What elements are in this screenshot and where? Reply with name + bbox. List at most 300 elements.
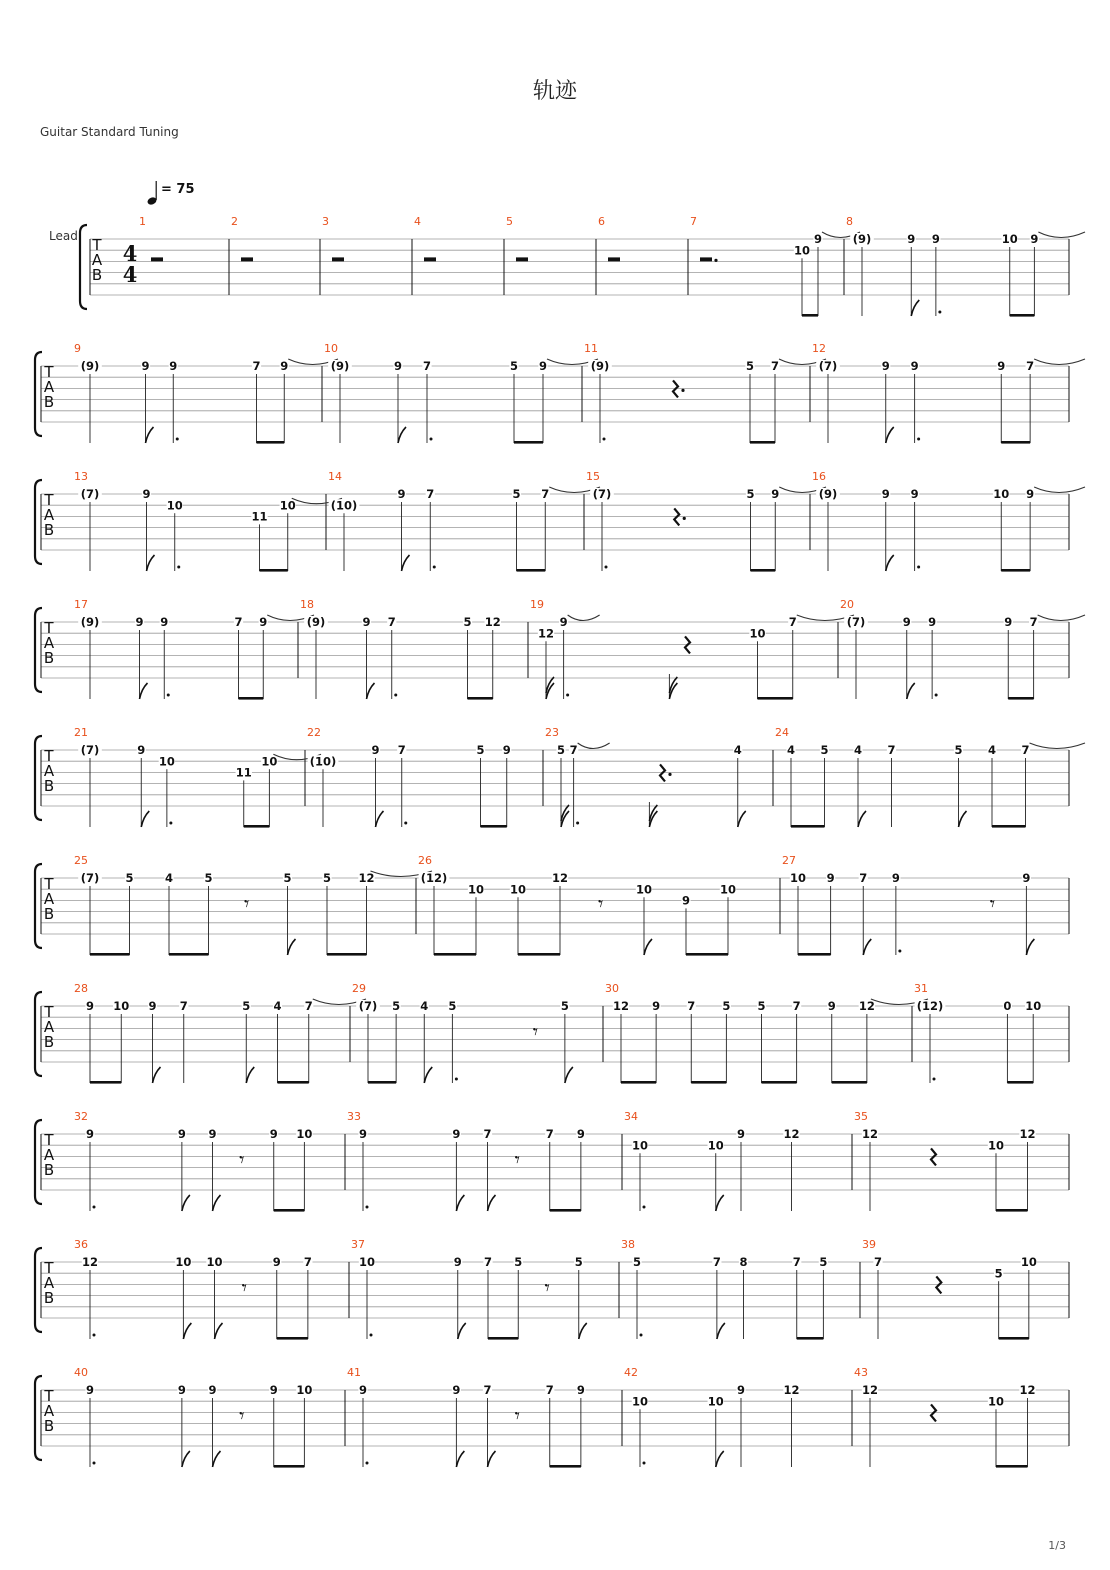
fret-number: 7 xyxy=(770,359,780,374)
fret-number: 9 xyxy=(1004,615,1013,630)
eighth-flag xyxy=(458,1323,466,1339)
fret-number: 10 xyxy=(166,498,183,513)
eighth-flag xyxy=(182,1195,190,1211)
fret-number: 9 xyxy=(910,359,919,374)
beam xyxy=(518,953,560,956)
measure-number: 32 xyxy=(74,1110,88,1123)
duration-dot xyxy=(167,694,170,697)
fret-number: 9 xyxy=(538,359,548,374)
fret-number: 9 xyxy=(902,615,911,630)
beam xyxy=(791,825,825,828)
tie-arc xyxy=(1038,615,1085,621)
fret-number: 10 xyxy=(261,754,278,769)
beam xyxy=(1008,697,1033,700)
fret-number: (7) xyxy=(80,871,100,886)
measure-number: 40 xyxy=(74,1366,88,1379)
beam xyxy=(758,697,793,700)
tab-system xyxy=(35,1238,1069,1340)
duration-dot xyxy=(603,438,606,441)
beam xyxy=(621,1081,656,1084)
beam xyxy=(257,441,285,444)
fret-number: 5 xyxy=(476,743,485,758)
fret-number: 5 xyxy=(757,999,766,1014)
fret-number: 4 xyxy=(733,743,742,758)
measure-number: 10 xyxy=(324,342,338,355)
fret-number: 5 xyxy=(204,871,213,886)
duration-dot xyxy=(938,311,941,314)
duration-dot xyxy=(643,1462,646,1465)
tab-clef-b: B xyxy=(43,393,55,411)
tab-clef-t: T xyxy=(44,1003,54,1021)
duration-dot xyxy=(917,566,920,569)
fret-number: (12) xyxy=(420,871,448,886)
eighth-flag xyxy=(140,683,148,699)
measure-number: 33 xyxy=(347,1110,361,1123)
fret-number: 9 xyxy=(928,615,937,630)
measure-number: 16 xyxy=(812,470,826,483)
fret-number: 7 xyxy=(1029,615,1038,630)
rest-dot xyxy=(681,389,684,392)
beam xyxy=(169,953,209,956)
fret-number: 4 xyxy=(853,743,863,758)
duration-dot xyxy=(935,694,938,697)
fret-number: 12 xyxy=(537,626,555,641)
quarter-rest-icon xyxy=(936,1276,941,1293)
tab-system xyxy=(35,854,1069,956)
measure-number: 3 xyxy=(322,215,329,228)
tab-clef-b: B xyxy=(43,1161,55,1179)
tempo-marking xyxy=(146,181,194,206)
page-number: 1/3 xyxy=(1048,1539,1066,1552)
tab-clef-a: A xyxy=(43,762,55,780)
fret-number: 4 xyxy=(164,871,174,886)
tab-clef-a: A xyxy=(43,634,55,652)
tie-arc xyxy=(1034,359,1085,365)
duration-dot xyxy=(430,438,433,441)
half-rest-icon xyxy=(332,257,344,261)
fret-number: 9 xyxy=(997,359,1006,374)
fret-number: 5 xyxy=(509,359,519,374)
fret-number: 9 xyxy=(559,615,568,630)
fret-number: 9 xyxy=(393,359,403,374)
fret-number: 7 xyxy=(541,487,550,502)
quarter-rest-icon xyxy=(685,636,690,653)
fret-number: 10 xyxy=(175,1255,192,1270)
fret-number: 12 xyxy=(1019,1127,1036,1142)
tab-clef-t: T xyxy=(44,491,54,509)
eighth-flag xyxy=(644,939,652,955)
duration-dot xyxy=(394,694,397,697)
fret-number: 9 xyxy=(452,1127,461,1142)
fret-number: 9 xyxy=(177,1127,186,1142)
half-rest-icon xyxy=(700,257,712,261)
tie-arc xyxy=(568,615,600,621)
eighth-flag xyxy=(858,811,866,827)
measure-number: 27 xyxy=(782,854,796,867)
beam xyxy=(90,953,130,956)
tab-clef-a: A xyxy=(43,1018,55,1036)
measure-number: 23 xyxy=(545,726,559,739)
fret-number: 7 xyxy=(873,1255,883,1270)
measure-number: 41 xyxy=(347,1366,361,1379)
tab-clef-b: B xyxy=(43,521,55,539)
fret-number: 10 xyxy=(296,1383,313,1398)
duration-dot xyxy=(177,566,180,569)
fret-number: 9 xyxy=(910,487,919,502)
fret-number: 9 xyxy=(160,615,169,630)
duration-dot xyxy=(917,438,920,441)
score-title: 轨迹 xyxy=(532,79,577,104)
half-rest-icon xyxy=(241,257,253,261)
fret-number: 7 xyxy=(545,1383,554,1398)
fret-number: (9) xyxy=(306,615,326,630)
fret-number: 9 xyxy=(135,615,144,630)
fret-number: 7 xyxy=(1021,743,1030,758)
eighth-flag xyxy=(213,1195,221,1211)
fret-number: 9 xyxy=(681,893,691,908)
eighth-flag xyxy=(863,939,871,955)
fret-number: 10 xyxy=(987,1138,1005,1153)
fret-number: 4 xyxy=(273,999,282,1014)
measure-number: 39 xyxy=(862,1238,876,1251)
tempo-text: = 75 xyxy=(161,182,195,197)
fret-number: 10 xyxy=(1020,1255,1037,1270)
fret-number: 7 xyxy=(859,871,868,886)
fret-number: 9 xyxy=(177,1383,186,1398)
half-rest-icon xyxy=(424,257,436,261)
measure-number: 28 xyxy=(74,982,88,995)
eighth-flag xyxy=(153,1067,161,1083)
measure-number: 42 xyxy=(624,1366,638,1379)
staff-bracket xyxy=(80,225,87,309)
fret-number: 5 xyxy=(512,487,521,502)
eighth-flag xyxy=(1026,939,1034,955)
eighth-flag xyxy=(213,1451,221,1467)
fret-number: 10 xyxy=(206,1255,223,1270)
fret-number: 9 xyxy=(208,1127,217,1142)
tab-clef-a: A xyxy=(43,1274,55,1292)
fret-number: 9 xyxy=(931,232,940,247)
eighth-flag xyxy=(716,1195,724,1211)
fret-number: (7) xyxy=(846,615,866,630)
tab-system xyxy=(35,1366,1069,1468)
measure-number: 25 xyxy=(74,854,88,867)
duration-dot xyxy=(576,822,579,825)
tab-clef-b: B xyxy=(43,1417,55,1435)
fret-number: 5 xyxy=(125,871,134,886)
measure-number: 31 xyxy=(914,982,928,995)
fret-number: 9 xyxy=(1022,871,1031,886)
fret-number: (7) xyxy=(818,359,838,374)
beam xyxy=(992,825,1026,828)
instrument-name: Lead xyxy=(49,229,78,243)
beam xyxy=(1001,569,1030,572)
fret-number: (7) xyxy=(80,487,100,502)
fret-number: 10 xyxy=(279,498,296,513)
fret-number: 5 xyxy=(560,999,569,1014)
fret-number: 7 xyxy=(483,1383,492,1398)
tie-arc xyxy=(1038,232,1085,238)
fret-number: 10 xyxy=(158,754,175,769)
fret-number: 10 xyxy=(1001,232,1018,247)
eighth-flag xyxy=(886,427,894,443)
fret-number: 9 xyxy=(881,487,890,502)
measure-number: 11 xyxy=(584,342,598,355)
fret-number: 5 xyxy=(722,999,731,1014)
eighth-flag xyxy=(288,939,296,955)
measure-number: 38 xyxy=(621,1238,635,1251)
fret-number: 12 xyxy=(783,1383,800,1398)
eighth-rest-icon: 𝄾 xyxy=(989,891,996,916)
tab-clef-t: T xyxy=(44,363,54,381)
rest-dot xyxy=(714,259,717,262)
fret-number: 9 xyxy=(502,743,511,758)
duration-dot xyxy=(93,1206,96,1209)
fret-number: 9 xyxy=(736,1127,746,1142)
measure-number: 18 xyxy=(300,598,314,611)
fret-number: 10 xyxy=(1025,999,1042,1014)
fret-number: 5 xyxy=(242,999,251,1014)
tab-clef-b: B xyxy=(43,1033,55,1051)
fret-number: 10 xyxy=(113,999,130,1014)
duration-dot xyxy=(370,1334,373,1337)
beam xyxy=(1007,1081,1033,1084)
fret-number: 5 xyxy=(632,1255,642,1270)
fret-number: 9 xyxy=(259,615,268,630)
fret-number: 5 xyxy=(820,743,829,758)
duration-dot xyxy=(898,950,901,953)
beam xyxy=(832,1081,867,1084)
beam xyxy=(278,1081,309,1084)
measure-number: 9 xyxy=(74,342,81,355)
fret-number: 4 xyxy=(786,743,796,758)
quarter-rest-icon xyxy=(673,380,678,397)
duration-dot xyxy=(169,822,172,825)
eighth-flag xyxy=(456,1451,464,1467)
tab-clef-t: T xyxy=(44,875,54,893)
measure-number: 20 xyxy=(840,598,854,611)
fret-number: 9 xyxy=(362,615,371,630)
measure-number: 17 xyxy=(74,598,88,611)
eighth-flag xyxy=(738,811,746,827)
tab-clef-b: B xyxy=(43,777,55,795)
fret-number: 9 xyxy=(280,359,289,374)
tuning-label: Guitar Standard Tuning xyxy=(40,125,179,139)
duration-dot xyxy=(455,1078,458,1081)
measure-number: 2 xyxy=(231,215,238,228)
measure-number: 24 xyxy=(775,726,789,739)
eighth-flag xyxy=(959,811,967,827)
tie-arc xyxy=(1034,487,1085,493)
fret-number: 5 xyxy=(954,743,963,758)
quarter-rest-icon xyxy=(931,1148,936,1165)
fret-number: 9 xyxy=(576,1127,585,1142)
eighth-flag xyxy=(147,555,155,571)
fret-number: (10) xyxy=(330,498,358,513)
fret-number: 12 xyxy=(484,615,501,630)
duration-dot xyxy=(605,566,608,569)
fret-number: (7) xyxy=(592,487,612,502)
fret-number: 9 xyxy=(827,999,836,1014)
measure-number: 29 xyxy=(352,982,366,995)
fret-number: 5 xyxy=(574,1255,583,1270)
beam xyxy=(691,1081,726,1084)
fret-number: 7 xyxy=(545,1127,554,1142)
eighth-rest-icon: 𝄾 xyxy=(239,1403,245,1428)
beam xyxy=(274,1465,305,1468)
half-rest-icon xyxy=(151,257,163,261)
fret-number: 9 xyxy=(1030,232,1039,247)
fret-number: 9 xyxy=(141,359,150,374)
measure-number: 12 xyxy=(812,342,826,355)
fret-number: 10 xyxy=(993,487,1010,502)
beam xyxy=(996,1465,1028,1468)
eighth-flag xyxy=(215,1323,223,1339)
fret-number: (10) xyxy=(309,754,337,769)
tie-arc xyxy=(1030,743,1086,749)
beam xyxy=(1001,441,1030,444)
measure-number: 8 xyxy=(846,215,853,228)
tab-clef-a: A xyxy=(43,506,55,524)
duration-dot xyxy=(933,1078,936,1081)
fret-number: 9 xyxy=(881,359,890,374)
fret-number: 9 xyxy=(85,999,95,1014)
half-rest-icon xyxy=(516,257,528,261)
fret-number: 10 xyxy=(793,243,811,258)
eighth-flag xyxy=(716,1451,724,1467)
beam xyxy=(750,441,775,444)
fret-number: 11 xyxy=(235,765,252,780)
fret-number: 7 xyxy=(252,359,261,374)
fret-number: 9 xyxy=(652,999,661,1014)
fret-number: 8 xyxy=(739,1255,748,1270)
fret-number: 12 xyxy=(1019,1383,1036,1398)
fret-number: 10 xyxy=(719,882,737,897)
tab-clef-b: B xyxy=(43,905,55,923)
measure-number: 1 xyxy=(139,215,146,228)
fret-number: 9 xyxy=(137,743,146,758)
beam xyxy=(239,697,264,700)
fret-number: 12 xyxy=(612,999,630,1014)
tab-clef-a: A xyxy=(91,251,103,269)
beam xyxy=(550,1465,581,1468)
beam xyxy=(90,1081,121,1084)
fret-number: 9 xyxy=(272,1255,281,1270)
measure-number: 22 xyxy=(307,726,321,739)
eighth-flag xyxy=(183,1323,191,1339)
fret-number: 7 xyxy=(397,743,406,758)
measure-number: 35 xyxy=(854,1110,868,1123)
fret-number: 10 xyxy=(631,1394,649,1409)
beam xyxy=(1010,314,1035,317)
fret-number: 9 xyxy=(397,487,406,502)
fret-number: 7 xyxy=(887,743,896,758)
tab-clef-a: A xyxy=(43,378,55,396)
beam xyxy=(368,1081,396,1084)
tab-clef-b: B xyxy=(91,266,103,284)
tab-clef-b: B xyxy=(43,649,55,667)
duration-dot xyxy=(404,822,407,825)
fret-number: 7 xyxy=(426,487,435,502)
fret-number: 7 xyxy=(483,1127,492,1142)
fret-number: 9 xyxy=(85,1383,95,1398)
fret-number: 5 xyxy=(514,1255,523,1270)
fret-number: 9 xyxy=(142,487,151,502)
tab-clef-b: B xyxy=(43,1289,55,1307)
eighth-rest-icon: 𝄾 xyxy=(514,1403,520,1428)
duration-dot xyxy=(176,438,179,441)
fret-number: 0 xyxy=(1003,999,1012,1014)
rest-dot xyxy=(668,773,671,776)
fret-number: 9 xyxy=(826,871,835,886)
fret-number: 5 xyxy=(746,487,755,502)
beam xyxy=(488,1337,518,1340)
fret-number: 12 xyxy=(358,871,375,886)
fret-number: (9) xyxy=(330,359,350,374)
fret-number: 7 xyxy=(387,615,396,630)
measure-number: 36 xyxy=(74,1238,88,1251)
eighth-flag xyxy=(367,683,375,699)
beam xyxy=(517,569,546,572)
fret-number: 9 xyxy=(85,1127,95,1142)
fret-number: 12 xyxy=(783,1127,800,1142)
fret-number: 7 xyxy=(792,999,801,1014)
fret-number: 10 xyxy=(631,1138,649,1153)
measure-number: 30 xyxy=(605,982,619,995)
fret-number: 9 xyxy=(453,1255,462,1270)
fret-number: 10 xyxy=(358,1255,376,1270)
duration-dot xyxy=(433,566,436,569)
duration-dot xyxy=(366,1206,369,1209)
fret-number: 12 xyxy=(861,1127,879,1142)
tab-system xyxy=(35,598,1085,700)
eighth-rest-icon: 𝄾 xyxy=(532,1019,539,1044)
measure-number: 14 xyxy=(328,470,342,483)
tab-system xyxy=(35,342,1085,444)
fret-number: (7) xyxy=(358,999,378,1014)
rest-dot xyxy=(683,517,686,520)
fret-number: 7 xyxy=(569,743,578,758)
tab-clef-a: A xyxy=(43,890,55,908)
fret-number: 5 xyxy=(392,999,401,1014)
quarter-rest-icon xyxy=(674,508,679,525)
measure-number: 4 xyxy=(414,215,421,228)
tab-clef-t: T xyxy=(44,1259,54,1277)
eighth-flag xyxy=(398,427,406,443)
fret-number: 10 xyxy=(749,626,766,641)
eighth-flag xyxy=(565,1067,573,1083)
beam xyxy=(514,441,543,444)
eighth-flag xyxy=(488,1195,496,1211)
beam xyxy=(274,1209,305,1212)
tie-arc xyxy=(578,743,610,749)
beam xyxy=(999,1337,1029,1340)
fret-number: 5 xyxy=(463,615,472,630)
duration-dot xyxy=(643,1206,646,1209)
beam xyxy=(550,1209,581,1212)
eighth-flag xyxy=(246,1067,254,1083)
eighth-rest-icon: 𝄾 xyxy=(598,891,604,916)
fret-number: (9) xyxy=(80,359,100,374)
time-signature-top: 4 xyxy=(122,241,138,266)
fret-number: 12 xyxy=(551,871,569,886)
measure-number: 19 xyxy=(530,598,544,611)
fret-number: (7) xyxy=(80,743,100,758)
eighth-flag xyxy=(488,1451,496,1467)
beam xyxy=(798,953,831,956)
eighth-flag xyxy=(907,683,915,699)
measure-number: 37 xyxy=(351,1238,365,1251)
